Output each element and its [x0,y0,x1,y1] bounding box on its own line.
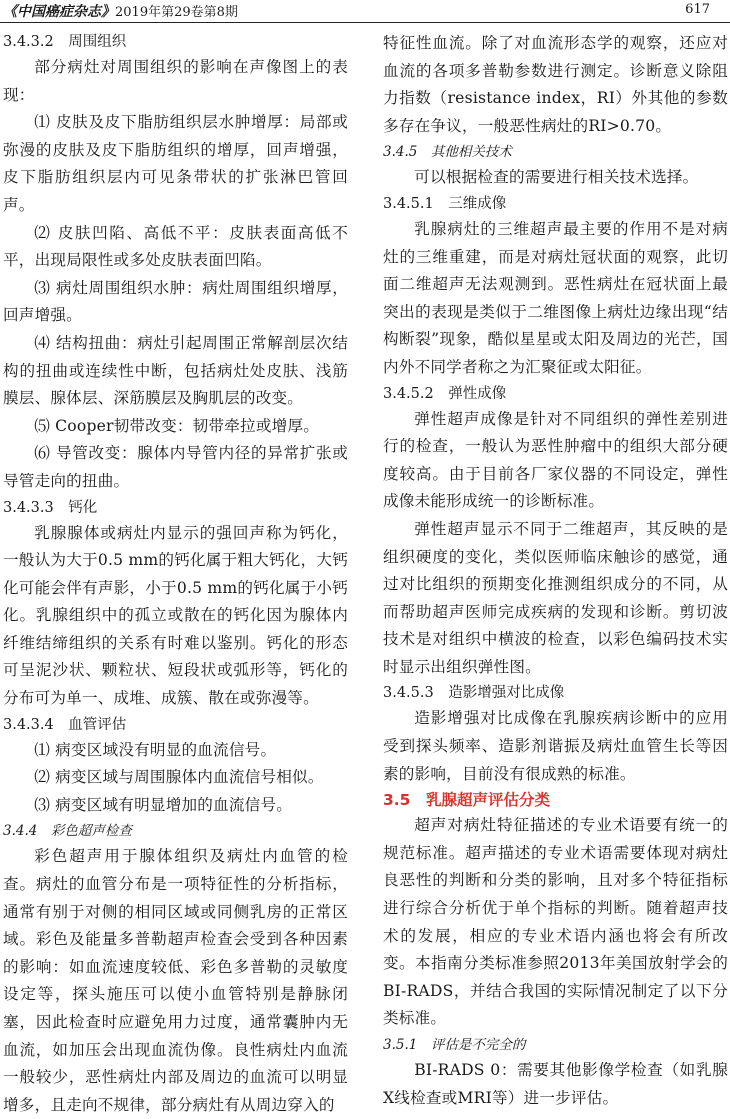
heading-3-4-3-2: 3.4.3.2 周围组织 [3,34,127,50]
paragraph: 可以根据检查的需要进行相关技术选择。 [414,168,699,187]
heading-3-4-4: 3.4.4 彩色超声检查 [3,823,132,840]
heading-3-4-5: 3.4.5 其他相关技术 [383,144,512,161]
heading-3-4-3-4: 3.4.3.4 血管评估 [3,716,127,733]
heading-3-5-1: 3.5.1 评估是不完全的 [383,1037,526,1053]
paragraph: 造影增强对比成像在乳腺疾病诊断中的应用受到探头频率、造影剂谐振及病灶血管生长等因素的影响，目前没有很成熟的标准。 [383,709,728,783]
paragraph: BI-RADS 0：需要其他影像学检查（如乳腺X线检查或MRI等）进一步评估。 [383,1061,728,1107]
paragraph: 乳腺病灶的三维超声最主要的作用不是对病灶的三维重建，而是对病灶冠状面的观察，此切面二维超声无法观测到。恶性病灶在冠状面上最突出的表现是类似于二维图像上病灶边缘出现“结构断裂”现象，酷似星星或太阳及周边的光芒，国内外不同学者称之为汇聚征或太阳征。 [383,219,728,376]
issue-info: 2019年第29卷第8期 [115,5,238,20]
running-header [0,0,730,23]
heading-3-4-5-3: 3.4.5.3 造影增强对比成像 [383,685,565,702]
right-column [383,30,728,1107]
list-item: ⑶ 病变区域有明显增加的血流信号。 [34,795,293,814]
paragraph: 彩色超声用于腺体组织及病灶内血管的检查。病灶的血管分布是一项特征性的分析指标，通常有别于对侧的相同区域或同侧乳房的正常区域。彩色及能量多普勒超声检查会受到各种因素的影响：如血流速度较低、彩色多普勒的灵敏度设定等，探头施压可以使小血管特别是静脉闭塞，因此检查时应避免用力过度，通常囊肿内无血流，如加压会出现血流伪像。良性病灶内血流一般较少，恶性病灶内部及周边的血流可以明显增多，且走向不规律，部分病灶有从周边穿入的 [3,847,348,1114]
paragraph: 超声对病灶特征描述的专业术语要有统一的规范标准。超声描述的专业术语需要体现对病灶良恶性的判断和分类的影响，且对多个特征指标进行综合分析优于单个指标的判断。随着超声技术的发展，相应的专业术语内涵也将会有所改变。本指南分类标准参照2013年美国放射学会的BI-RADS，并结合我国的实际情况制定了以下分类标准。 [383,816,728,1028]
heading-3-4-5-1: 3.4.5.1 三维成像 [383,195,507,212]
list-item: ⑵ 病变区域与周围腺体内血流信号相似。 [34,768,324,787]
page-number: 617 [685,2,710,17]
list-item: ⑴ 病变区域没有明显的血流信号。 [34,740,277,759]
list-item: ⑹ 导管改变：腺体内导管内径的异常扩张或导管走向的扭曲。 [3,444,348,490]
heading-3-4-5-2: 3.4.5.2 弹性成像 [383,385,507,402]
paragraph: 弹性超声成像是针对不同组织的弹性差别进行的检查，一般认为恶性肿瘤中的组织大部分硬度较高。由于目前各厂家仪器的不同设定，弹性成像未能形成统一的诊断标准。 [383,409,728,511]
list-item: ⑴ 皮肤及皮下脂肪组织层水肿增厚：局部或弥漫的皮肤及皮下脂肪组织的增厚，回声增强，皮下脂肪组织层内可见条带状的扩张淋巴管回声。 [3,113,348,214]
section-heading-3-5: 3.5 乳腺超声评估分类 [383,791,550,810]
list-item: ⑵ 皮肤凹陷、高低不平：皮肤表面高低不平，出现局限性或多处皮肤表面凹陷。 [3,223,348,270]
paragraph: 部分病灶对周围组织的影响在声像图上的表现： [3,58,348,104]
left-column [3,30,348,1114]
paragraph-continued: 特征性血流。除了对血流形态学的观察，还应对血流的各项多普勒参数进行测定。诊断意义除阻力指数（resistance index，RI）外其他的参数多存在争议，一般恶性病灶的RI>0.70。 [383,34,728,135]
list-item: ⑸ Cooper韧带改变：韧带牵拉或增厚。 [34,416,320,435]
journal-title: 《中国癌症杂志》2019年第29卷第8期 [3,4,238,20]
paragraph: 乳腺腺体或病灶内显示的强回声称为钙化，一般认为大于0.5 mm的钙化属于粗大钙化，大钙化可能会伴有声影，小于0.5 mm的钙化属于小钙化。乳腺组织中的孤立或散在的钙化因为腺体内纤维结缔组织的关系有时难以鉴别。钙化的形态可呈泥沙状、颗粒状、短段状或弧形等，钙化的分布可为单一、成堆、成簇、散在或弥漫等。 [3,523,348,708]
list-item: ⑶ 病灶周围组织水肿：病灶周围组织增厚，回声增强。 [3,278,348,325]
list-item: ⑷ 结构扭曲：病灶引起周围正常解剖层次结构的扭曲或连续性中断，包括病灶处皮肤、浅筋膜层、腺体层、深筋膜层及胸肌层的改变。 [3,333,348,408]
heading-3-4-3-3: 3.4.3.3 钙化 [3,499,98,516]
paragraph: 弹性超声显示不同于二维超声，其反映的是组织硬度的变化，类似医师临床触诊的感觉，通过对比组织的预期变化推测组织成分的不同，从而帮助超声医师完成疾病的发现和诊断。剪切波技术是对组织中横波的检查，以彩色编码技术实时显示出组织弹性图。 [383,519,728,676]
